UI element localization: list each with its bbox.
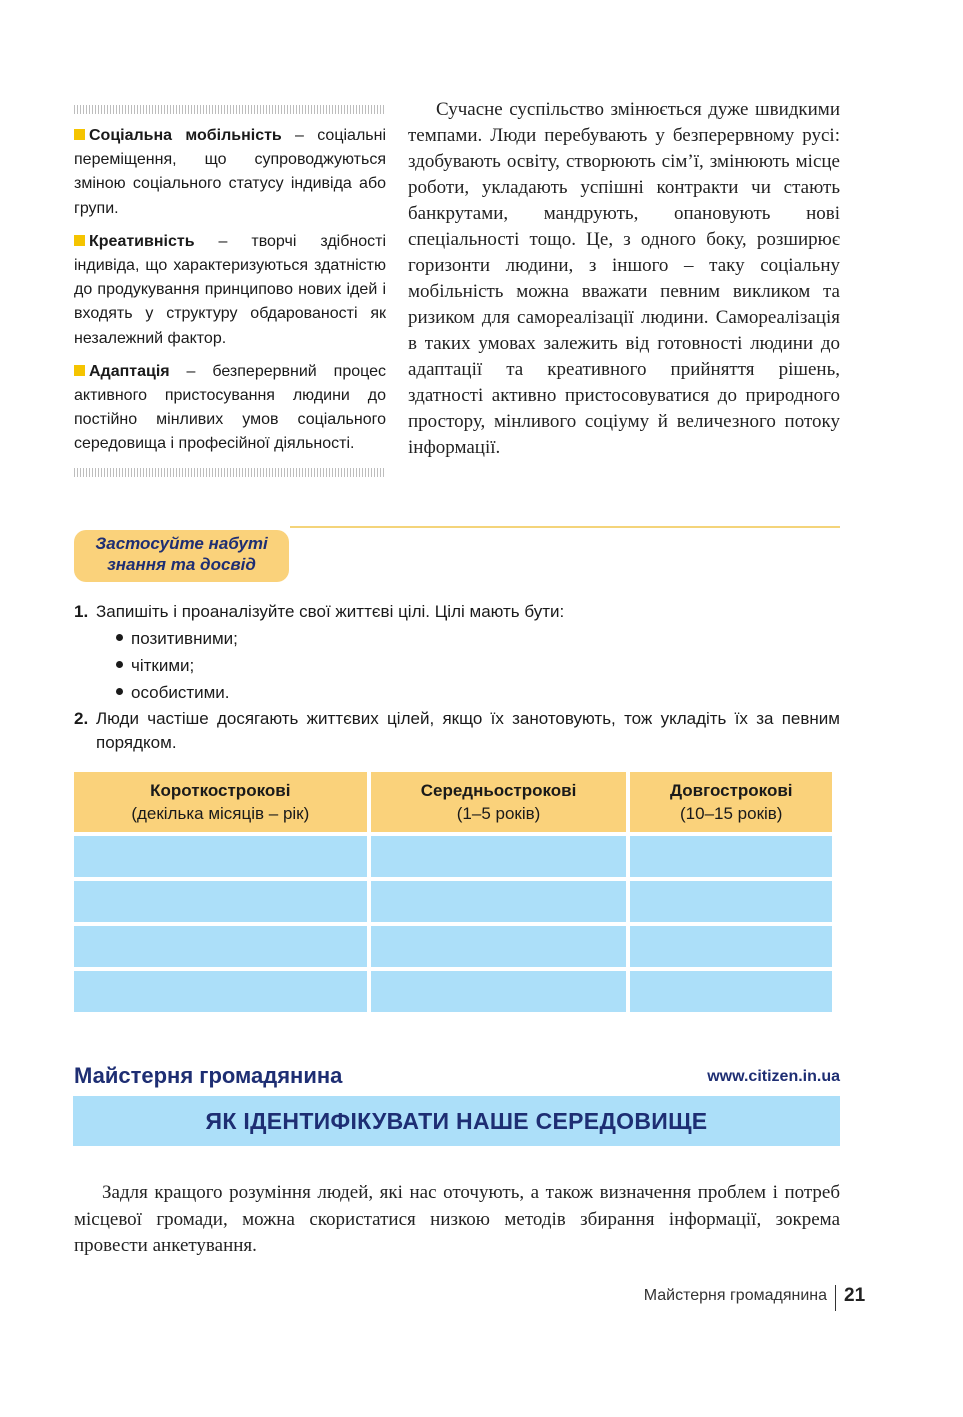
intro-paragraph: Задля кращого розуміння людей, які нас оточують, а також визначення проблем і потреб місцевої громади, можна скористатися низкою методів збирання інформації, зокрема провести анкетування. bbox=[74, 1182, 840, 1256]
table-cell[interactable] bbox=[371, 836, 627, 877]
list-item-text: особистими. bbox=[131, 683, 230, 702]
yellow-square-icon bbox=[74, 365, 85, 376]
bullet-icon bbox=[116, 661, 123, 668]
term-name: Креативність bbox=[89, 232, 195, 250]
term-definition: – безперервний процес активного пристосування людини до постійно мінливих умов соціального середовища і професійної діяльності. bbox=[74, 362, 386, 453]
task-item bbox=[74, 707, 840, 755]
yellow-square-icon bbox=[74, 129, 85, 140]
task-text: Люди частіше досягають життєвих цілей, якщо їх занотовують, тож укладіть їх за певним порядком. bbox=[96, 709, 840, 752]
task-number: 2. bbox=[74, 709, 89, 728]
table-cell[interactable] bbox=[74, 836, 367, 877]
task-text: Запишіть і проаналізуйте свої життєві цілі. Цілі мають бути: bbox=[96, 602, 565, 621]
table-cell[interactable] bbox=[630, 971, 832, 1012]
list-item bbox=[116, 679, 840, 706]
column-header-short-term bbox=[74, 772, 367, 832]
task-list bbox=[74, 600, 840, 755]
list-item-text: позитивними; bbox=[131, 629, 238, 648]
bullet-icon bbox=[116, 688, 123, 695]
table-cell[interactable] bbox=[371, 926, 627, 967]
list-item bbox=[116, 652, 840, 679]
section-divider bbox=[290, 526, 840, 528]
column-subtitle: (декілька місяців – рік) bbox=[131, 804, 310, 823]
table-cell[interactable] bbox=[630, 881, 832, 922]
table-cell[interactable] bbox=[630, 926, 832, 967]
column-subtitle: (1–5 років) bbox=[456, 804, 541, 823]
section-title: Майстерня громадянина bbox=[74, 1063, 343, 1088]
table-cell[interactable] bbox=[74, 881, 367, 922]
table-cell[interactable] bbox=[371, 971, 627, 1012]
badge-line: Застосуйте набуті bbox=[95, 534, 268, 553]
glossary-term bbox=[74, 230, 386, 351]
term-definition: – творчі здібності індивіда, що характеризуються здатністю до продукування принципово нових ідей і входять у структуру обдарованості як незалежний фактор. bbox=[74, 232, 386, 347]
page-number: 21 bbox=[844, 1285, 866, 1306]
list-item bbox=[116, 625, 840, 652]
column-title: Довгострокові bbox=[669, 781, 793, 800]
term-name: Адаптація bbox=[89, 362, 170, 380]
table-cell[interactable] bbox=[74, 971, 367, 1012]
goal-criteria-list bbox=[116, 625, 840, 706]
table-cell[interactable] bbox=[630, 836, 832, 877]
column-title: Середньострокові bbox=[420, 781, 577, 800]
goals-table bbox=[70, 768, 836, 1016]
yellow-square-icon bbox=[74, 235, 85, 246]
list-item-text: чіткими; bbox=[131, 656, 195, 675]
term-definition: – соціальні переміщення, що супроводжуються зміною соціального статусу індивіда або групи. bbox=[74, 127, 386, 217]
task-item bbox=[74, 600, 840, 624]
column-header-long-term bbox=[630, 772, 832, 832]
bullet-icon bbox=[116, 634, 123, 641]
table-row bbox=[74, 971, 832, 1012]
glossary-top-divider bbox=[74, 105, 386, 114]
term-name: Соціальна мобільність bbox=[89, 127, 282, 144]
glossary-bottom-divider bbox=[74, 468, 386, 477]
apply-knowledge-badge bbox=[74, 530, 289, 582]
glossary bbox=[74, 124, 386, 466]
table-row bbox=[74, 836, 832, 877]
column-title: Короткострокові bbox=[150, 781, 291, 800]
table-header-row bbox=[74, 772, 832, 832]
footer-divider bbox=[835, 1285, 836, 1311]
column-subtitle: (10–15 років) bbox=[680, 804, 783, 823]
website-link[interactable]: www.citizen.in.ua bbox=[707, 1068, 840, 1085]
table-cell[interactable] bbox=[371, 881, 627, 922]
main-paragraph: Сучасне суспільство змінюється дуже швидкими темпами. Люди перебувають у безперервному русі: здобувають освіту, створюють сім’ї, змінюють місце роботи, укладають успішні контракти чи стають банкрутами, мандрують, опановують нові спеціальності тощо. Це, з одного боку, розширює горизонти людини, з іншого – таку соціальну мобільність можна вважати певним викликом та ризиком для самореалізації людини. Самореалізація в таких умовах залежить від готовності людини до адаптації та креативного прийняття рішень, здатності активно пристосовуватися до природного простору, мінливого соціуму й величезного потоку інформації. bbox=[408, 99, 840, 458]
column-header-mid-term bbox=[371, 772, 627, 832]
table-row bbox=[74, 881, 832, 922]
glossary-term bbox=[74, 124, 386, 221]
table-cell[interactable] bbox=[74, 926, 367, 967]
footer-section-label: Майстерня громадянина bbox=[643, 1287, 827, 1304]
badge-line: знання та досвід bbox=[107, 555, 256, 574]
section-banner: ЯК ІДЕНТИФІКУВАТИ НАШЕ СЕРЕДОВИЩЕ bbox=[73, 1096, 840, 1146]
glossary-term bbox=[74, 360, 386, 457]
task-number: 1. bbox=[74, 602, 89, 621]
table-row bbox=[74, 926, 832, 967]
